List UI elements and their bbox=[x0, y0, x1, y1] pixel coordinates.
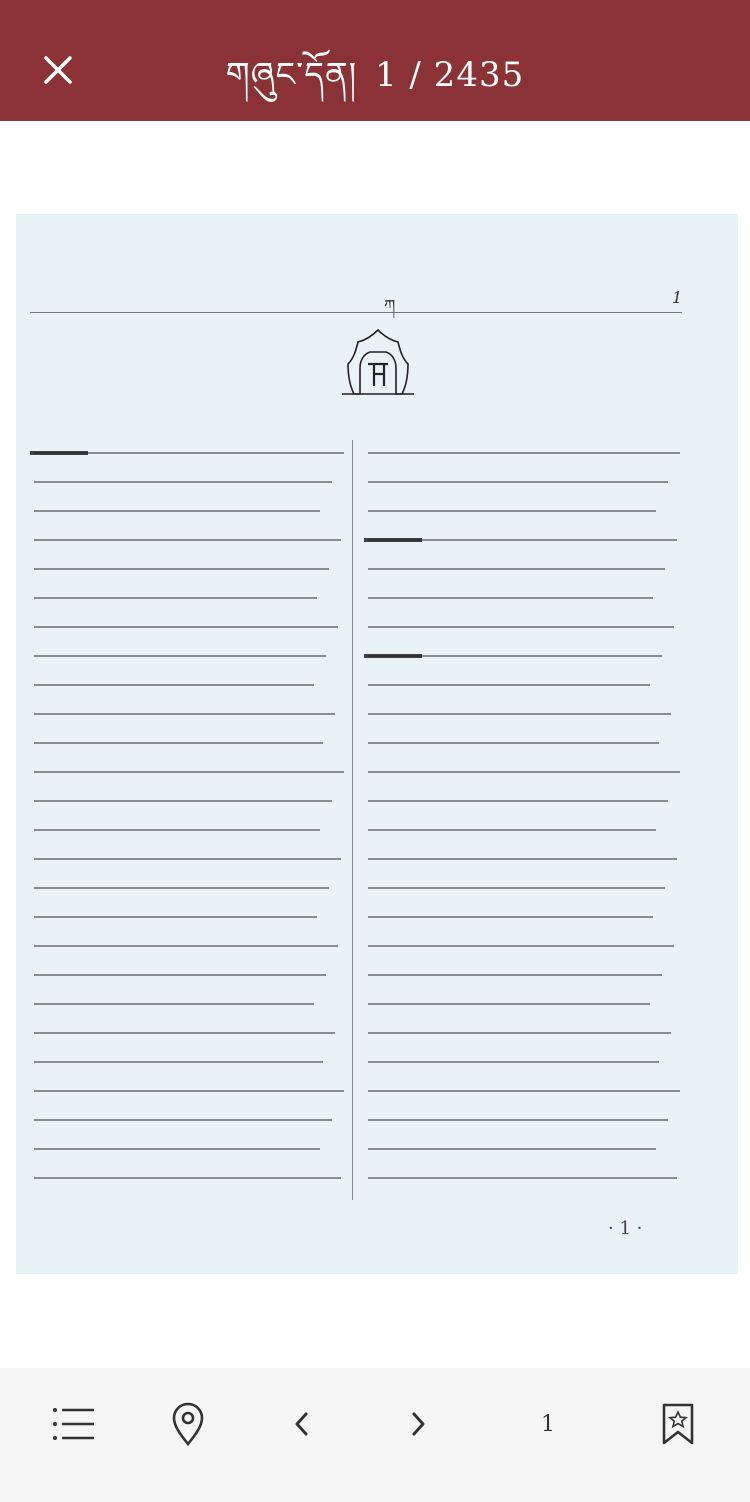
table-of-contents-button[interactable] bbox=[38, 1394, 110, 1454]
location-pin-icon bbox=[170, 1402, 206, 1446]
text-line bbox=[368, 916, 653, 918]
text-line bbox=[368, 974, 662, 976]
headword-mark bbox=[364, 538, 422, 542]
text-line bbox=[368, 945, 674, 947]
text-line bbox=[34, 597, 317, 599]
header-rule bbox=[30, 312, 682, 313]
text-line bbox=[368, 1061, 659, 1063]
scanned-page[interactable] bbox=[16, 214, 738, 1274]
text-line bbox=[34, 1177, 341, 1179]
text-line bbox=[34, 800, 332, 802]
text-line bbox=[34, 771, 344, 773]
text-line bbox=[368, 1148, 656, 1150]
text-line bbox=[368, 771, 680, 773]
text-line bbox=[34, 1148, 320, 1150]
text-line bbox=[368, 1032, 671, 1034]
text-line bbox=[368, 1119, 668, 1121]
folio-number: 1 bbox=[672, 288, 683, 307]
text-line bbox=[34, 1003, 314, 1005]
bottom-toolbar bbox=[0, 1368, 750, 1502]
text-line bbox=[368, 800, 668, 802]
location-button[interactable] bbox=[152, 1394, 224, 1454]
text-line bbox=[368, 858, 677, 860]
text-line bbox=[34, 626, 338, 628]
column-divider bbox=[352, 440, 353, 1200]
text-line bbox=[34, 655, 326, 657]
text-line bbox=[34, 1061, 323, 1063]
current-page-input[interactable]: 1 bbox=[541, 1411, 555, 1437]
ka-ornament-icon bbox=[338, 324, 418, 404]
text-line bbox=[368, 1003, 650, 1005]
text-line bbox=[34, 510, 320, 512]
next-page-button[interactable] bbox=[382, 1394, 454, 1454]
text-line bbox=[368, 742, 659, 744]
text-line bbox=[368, 887, 665, 889]
footer-page-number: · 1 · bbox=[608, 1218, 643, 1239]
text-line bbox=[368, 481, 668, 483]
text-line bbox=[34, 684, 314, 686]
text-line bbox=[368, 626, 674, 628]
previous-page-button[interactable] bbox=[266, 1394, 338, 1454]
text-line bbox=[368, 568, 665, 570]
text-line bbox=[34, 974, 326, 976]
text-line bbox=[34, 539, 341, 541]
text-line bbox=[34, 481, 332, 483]
bookmark-star-icon bbox=[660, 1402, 696, 1446]
text-line bbox=[34, 829, 320, 831]
headword-mark bbox=[30, 451, 88, 455]
text-line bbox=[34, 945, 338, 947]
text-line bbox=[368, 829, 656, 831]
text-line bbox=[368, 597, 653, 599]
chevron-left-icon bbox=[292, 1410, 312, 1438]
bookmark-button[interactable] bbox=[642, 1394, 714, 1454]
text-line bbox=[34, 568, 329, 570]
text-line bbox=[34, 1032, 335, 1034]
page-title bbox=[0, 36, 750, 132]
headword-mark bbox=[364, 654, 422, 658]
text-line bbox=[34, 858, 341, 860]
text-line bbox=[368, 1177, 677, 1179]
text-line bbox=[34, 1090, 344, 1092]
text-line bbox=[368, 1090, 680, 1092]
header-bar bbox=[0, 0, 750, 121]
page-indicator: 1 / 2435 bbox=[374, 55, 525, 95]
title-text: གཞུང་དོན། bbox=[225, 55, 358, 95]
text-line bbox=[34, 742, 323, 744]
text-line bbox=[368, 510, 656, 512]
chevron-right-icon bbox=[408, 1410, 428, 1438]
menu-list-icon bbox=[52, 1404, 96, 1444]
text-line bbox=[368, 684, 650, 686]
running-head-letter: ཀ bbox=[384, 296, 396, 315]
text-line bbox=[34, 1119, 332, 1121]
text-line bbox=[368, 452, 680, 454]
text-line bbox=[34, 887, 329, 889]
text-line bbox=[34, 916, 317, 918]
text-line bbox=[34, 713, 335, 715]
text-line bbox=[368, 713, 671, 715]
